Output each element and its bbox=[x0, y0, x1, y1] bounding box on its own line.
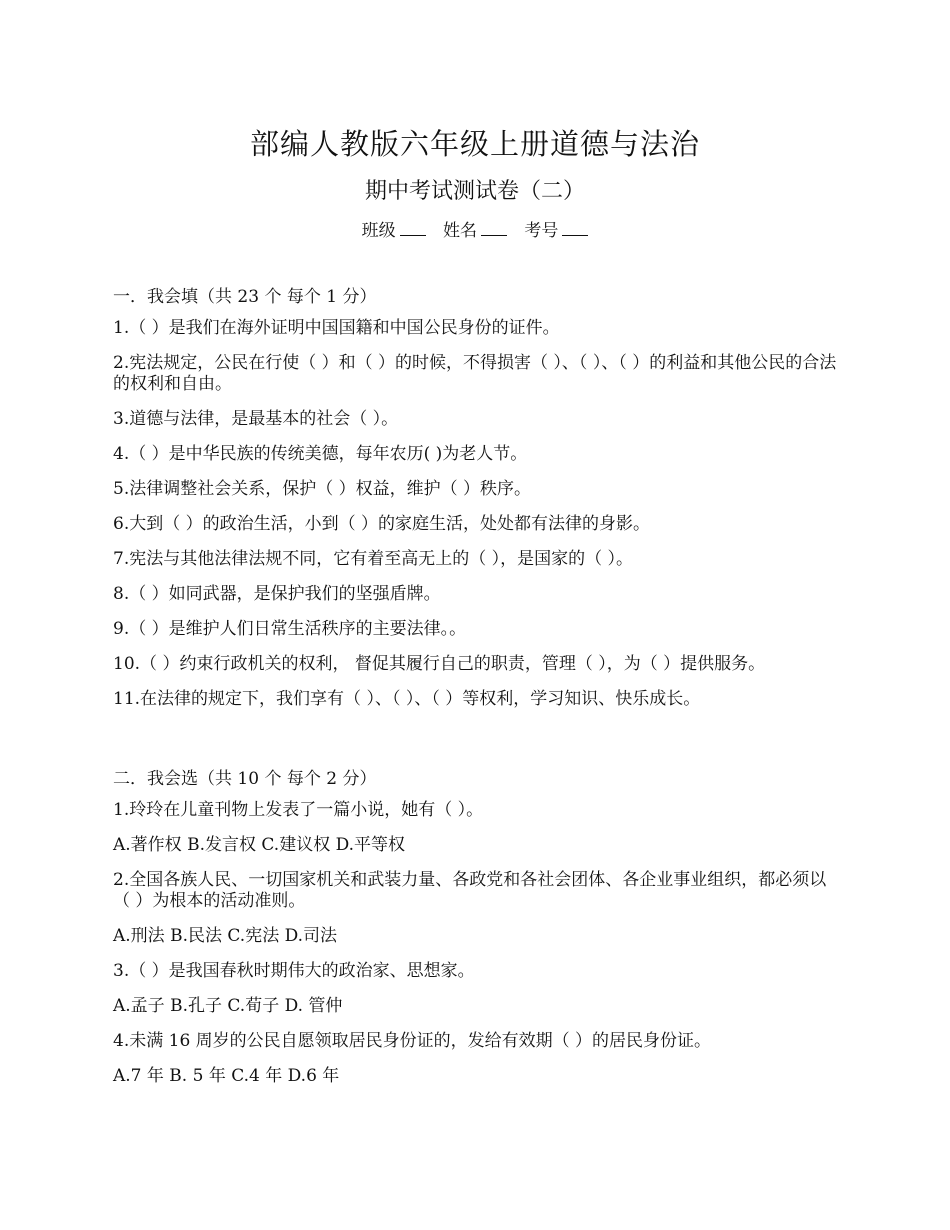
question-item: 2.全国各族人民、一切国家机关和武装力量、各政党和各社会团体、各企业事业组织，都必须以（ ）为根本的活动准则。 bbox=[113, 870, 827, 911]
question-item: 5.法律调整社会关系，保护（ ）权益，维护（ ）秩序。 bbox=[113, 479, 532, 499]
question-item: 4.未满 16 周岁的公民自愿领取居民身份证的，发给有效期（ ）的居民身份证。 bbox=[113, 1031, 712, 1051]
name-field bbox=[443, 216, 507, 241]
question-item: 1.玲玲在儿童刊物上发表了一篇小说，她有（ ）。 bbox=[113, 800, 484, 820]
answer-options: A.7 年 B. 5 年 C.4 年 D.6 年 bbox=[113, 1066, 340, 1086]
exam-number-label: 考号 bbox=[524, 221, 559, 241]
name-label: 姓名 bbox=[443, 221, 477, 241]
question-item: 4.（ ）是中华民族的传统美德，每年农历( )为老人节。 bbox=[113, 444, 528, 464]
section-heading: 二．我会选（共 10 个 每个 2 分） bbox=[113, 769, 377, 789]
section-multiple-choice bbox=[113, 769, 838, 1101]
section-heading: 一．我会填（共 23 个 每个 1 分） bbox=[113, 287, 377, 307]
question-item: 1.（ ）是我们在海外证明中国国籍和中国公民身份的证件。 bbox=[113, 318, 560, 338]
page-subtitle: 期中考试测试卷（二） bbox=[364, 179, 585, 204]
section-fill-in bbox=[113, 287, 838, 724]
question-item: 3.（ ）是我国春秋时期伟大的政治家、思想家。 bbox=[113, 961, 475, 981]
page-title: 部编人教版六年级上册道德与法治 bbox=[249, 127, 700, 161]
name-blank bbox=[481, 234, 507, 236]
question-item: 11.在法律的规定下，我们享有（ ）、（ ）、（ ）等权利，学习知识、快乐成长。 bbox=[113, 689, 701, 709]
exam-number-blank bbox=[562, 234, 588, 236]
exam-number-field bbox=[524, 216, 588, 241]
class-field bbox=[362, 216, 426, 241]
question-item: 8.（ ）如同武器，是保护我们的坚强盾牌。 bbox=[113, 584, 441, 604]
student-info-line bbox=[0, 216, 950, 241]
answer-options: A.著作权 B.发言权 C.建议权 D.平等权 bbox=[113, 835, 406, 855]
class-label: 班级 bbox=[361, 221, 396, 241]
question-item: 2.宪法规定，公民在行使（ ）和（ ）的时候，不得损害（ ）、（ ）、（ ）的利益和其他公民的合法的权利和自由。 bbox=[113, 353, 837, 394]
question-item: 3.道德与法律，是最基本的社会（ ）。 bbox=[113, 409, 399, 429]
class-blank bbox=[400, 234, 426, 236]
question-item: 7.宪法与其他法律法规不同，它有着至高无上的（ ），是国家的（ ）。 bbox=[113, 549, 634, 569]
question-item: 9.（ ）是维护人们日常生活秩序的主要法律。。 bbox=[113, 619, 467, 639]
question-item: 10.（ ）约束行政机关的权利， 督促其履行自己的职责，管理（ ），为（ ）提供服务。 bbox=[113, 654, 766, 674]
answer-options: A.刑法 B.民法 C.宪法 D.司法 bbox=[113, 926, 338, 946]
answer-options: A.孟子 B.孔子 C.荀子 D. 管仲 bbox=[113, 996, 343, 1016]
question-item: 6.大到（ ）的政治生活，小到（ ）的家庭生活，处处都有法律的身影。 bbox=[113, 514, 651, 534]
